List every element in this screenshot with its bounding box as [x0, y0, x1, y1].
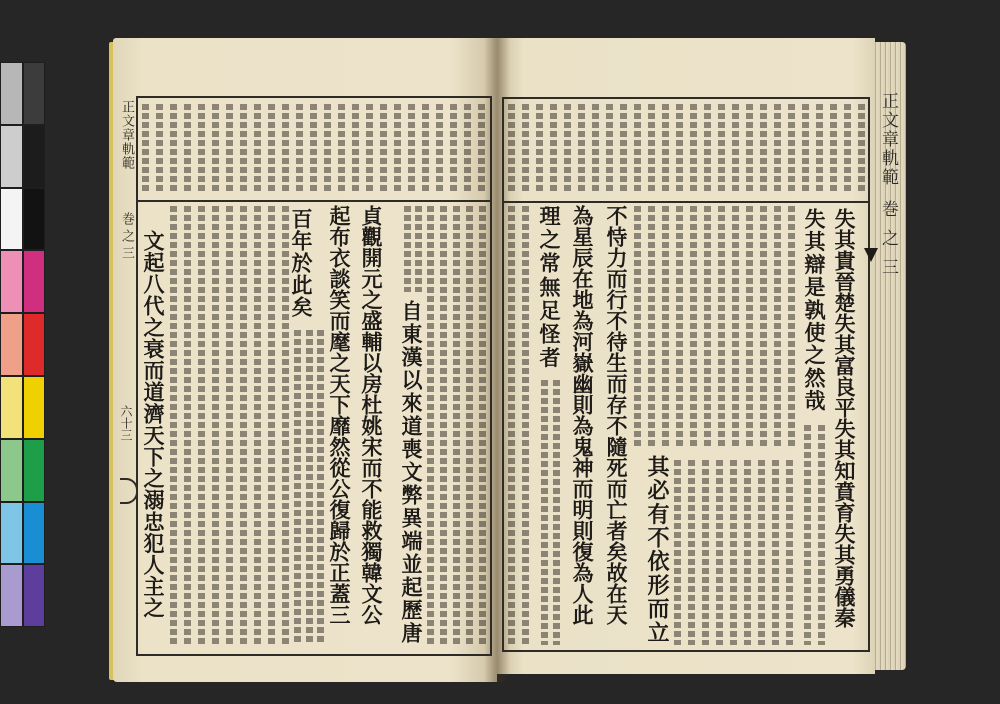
color-swatch [0, 250, 23, 313]
annotation-column [268, 206, 275, 645]
annotation-column [541, 380, 548, 645]
annotation-column [306, 330, 313, 645]
annotation-column [440, 206, 447, 645]
annotation-column [746, 104, 753, 194]
annotation-column [634, 104, 641, 194]
annotation-column [774, 104, 781, 194]
annotation-column [450, 104, 457, 194]
color-swatch [0, 125, 23, 188]
volume-right-edge: 巻之三 [878, 200, 898, 287]
annotation-column [674, 460, 681, 645]
annotation-column [184, 104, 191, 194]
color-swatch [23, 62, 46, 125]
annotation-column [772, 460, 779, 645]
annotation-column [564, 104, 571, 194]
page-number: 六十三 [119, 405, 133, 441]
annotation-column [788, 206, 795, 446]
annotation-column [662, 206, 669, 446]
annotation-column [453, 206, 460, 645]
annotation-column [648, 206, 655, 446]
annotation-column [380, 104, 387, 194]
annotation-column [254, 206, 261, 645]
annotation-column [606, 104, 613, 194]
color-swatch [0, 376, 23, 439]
color-swatch [23, 188, 46, 251]
annotation-column [394, 104, 401, 194]
annotation-column [746, 206, 753, 446]
annotation-column [818, 425, 825, 645]
annotation-column [830, 104, 837, 194]
left-page-header-rule [136, 200, 492, 202]
annotation-column [282, 104, 289, 194]
color-swatch [0, 502, 23, 565]
annotation-column [366, 104, 373, 194]
annotation-column [317, 330, 324, 645]
annotation-column [690, 206, 697, 446]
main-text-column: 貞觀開元之盛輔以房杜姚宋而不能救獨韓文公 [359, 205, 384, 625]
book-title-right-edge: 正文章軌範 [878, 92, 898, 187]
main-text-column: 為星辰在地為河嶽幽則為鬼神而明則復為人此 [570, 205, 595, 625]
annotation-column [732, 104, 739, 194]
annotation-column [536, 104, 543, 194]
color-swatch [23, 439, 46, 502]
color-swatch [0, 62, 23, 125]
main-text-column: 百年於此矣 [289, 208, 314, 318]
main-text-column: 失其辯是孰使之然哉 [802, 208, 827, 413]
annotation-column [690, 104, 697, 194]
color-swatch [23, 313, 46, 376]
annotation-column [550, 104, 557, 194]
annotation-column [427, 206, 434, 645]
annotation-column [422, 104, 429, 194]
annotation-column [198, 206, 205, 645]
annotation-column [716, 460, 723, 645]
color-swatch [23, 376, 46, 439]
annotation-column [156, 104, 163, 194]
annotation-column [170, 206, 177, 645]
annotation-column [226, 104, 233, 194]
main-text-column: 其必有不依形而立 [644, 455, 670, 645]
annotation-column [702, 460, 709, 645]
annotation-column [240, 104, 247, 194]
annotation-column [732, 206, 739, 446]
annotation-column [648, 104, 655, 194]
annotation-column [662, 104, 669, 194]
annotation-column [676, 104, 683, 194]
annotation-column [296, 104, 303, 194]
annotation-column [310, 104, 317, 194]
annotation-column [466, 206, 473, 645]
color-checker-chart [0, 62, 45, 628]
annotation-column [620, 104, 627, 194]
annotation-column [760, 104, 767, 194]
annotation-column [786, 460, 793, 645]
annotation-column [522, 206, 529, 644]
color-swatch [23, 564, 46, 627]
color-swatch [0, 313, 23, 376]
color-swatch [0, 439, 23, 502]
annotation-column [718, 104, 725, 194]
annotation-column [415, 206, 422, 292]
annotation-column [198, 104, 205, 194]
annotation-column [212, 104, 219, 194]
annotation-column [522, 104, 529, 194]
annotation-column [844, 104, 851, 194]
annotation-column [226, 206, 233, 645]
annotation-column [479, 206, 486, 645]
annotation-column [553, 380, 560, 645]
main-text-column: 文起八代之衰而道濟天下之溺忠犯人主之 [141, 230, 166, 619]
annotation-column [760, 206, 767, 446]
annotation-column [704, 206, 711, 446]
main-text-column: 自東漢以來道喪文弊異端並起歷唐 [399, 300, 424, 645]
annotation-column [578, 104, 585, 194]
annotation-column [688, 460, 695, 645]
main-text-column: 失其貴晉楚失其富良平失其知賁育失其勇儀秦 [832, 208, 857, 628]
color-swatch [23, 125, 46, 188]
annotation-column [788, 104, 795, 194]
main-text-column: 理之常無足怪者 [537, 205, 562, 371]
annotation-column [478, 104, 485, 194]
annotation-column [592, 104, 599, 194]
annotation-column [464, 104, 471, 194]
color-swatch [23, 250, 46, 313]
annotation-column [352, 104, 359, 194]
annotation-column [508, 104, 515, 194]
annotation-column [758, 460, 765, 645]
annotation-column [676, 206, 683, 446]
annotation-column [282, 206, 289, 645]
annotation-column [184, 206, 191, 645]
annotation-column [858, 104, 865, 194]
annotation-column [816, 104, 823, 194]
annotation-column [294, 330, 301, 645]
annotation-column [718, 206, 725, 446]
book-title-left-margin: 正文章軌範 [119, 100, 134, 170]
annotation-column [254, 104, 261, 194]
annotation-column [744, 460, 751, 645]
annotation-column [774, 206, 781, 446]
right-page-header-rule [502, 201, 870, 203]
annotation-column [508, 206, 515, 644]
main-text-column: 不恃力而行不待生而存不隨死而亡者矣故在天 [604, 205, 629, 625]
annotation-column [634, 206, 641, 446]
annotation-column [268, 104, 275, 194]
annotation-column [142, 104, 149, 194]
annotation-column [324, 104, 331, 194]
annotation-column [212, 206, 219, 645]
annotation-column [730, 460, 737, 645]
annotation-column [338, 104, 345, 194]
annotation-column [170, 104, 177, 194]
annotation-column [804, 425, 811, 645]
fishtail-mark [864, 248, 878, 262]
color-swatch [23, 502, 46, 565]
annotation-column [240, 206, 247, 645]
annotation-column [404, 206, 411, 292]
annotation-column [802, 104, 809, 194]
annotation-column [436, 104, 443, 194]
main-text-column: 起布衣談笑而麾之天下靡然從公復歸於正蓋三 [327, 205, 352, 625]
annotation-column [704, 104, 711, 194]
color-swatch [0, 188, 23, 251]
annotation-column [408, 104, 415, 194]
color-swatch [0, 564, 23, 627]
volume-left-margin: 巻之三 [119, 212, 134, 263]
